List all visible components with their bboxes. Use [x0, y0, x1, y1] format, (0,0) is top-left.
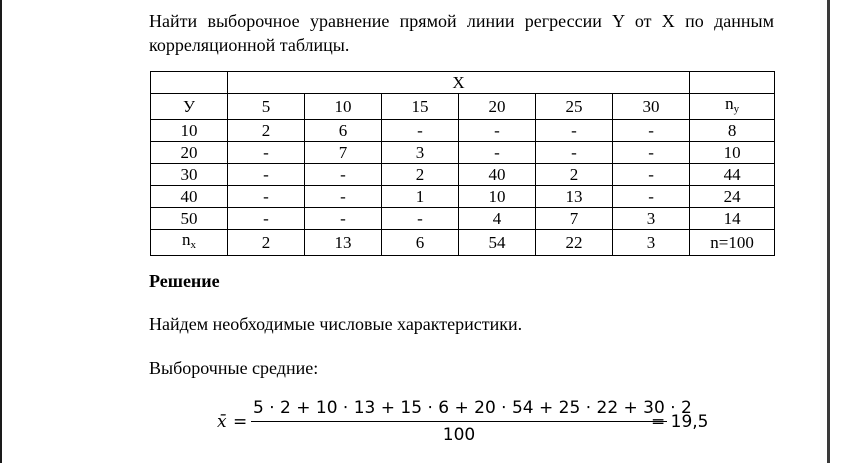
frequency-cell: -: [613, 120, 690, 142]
mean-formula: [217, 398, 737, 448]
nx-value-cell: 3: [613, 230, 690, 256]
frequency-cell: -: [536, 120, 613, 142]
formula-result: = 19,5: [651, 412, 709, 432]
frequency-cell: 40: [459, 164, 536, 186]
left-border-line: [0, 0, 2, 463]
frequency-cell: 3: [613, 208, 690, 230]
frequency-cell: -: [228, 164, 305, 186]
y-label-cell: У: [151, 94, 228, 120]
paragraph-characteristics: Найдем необходимые числовые характеристики.: [149, 314, 523, 334]
x-header-cell: X: [228, 72, 690, 94]
frequency-cell: -: [459, 120, 536, 142]
frequency-cell: 1: [382, 186, 459, 208]
frequency-cell: 2: [382, 164, 459, 186]
frequency-cell: -: [228, 186, 305, 208]
table-row: [151, 208, 775, 230]
solution-heading: Решение: [149, 271, 220, 291]
formula-denominator: 100: [442, 425, 476, 445]
x-value-cell: 20: [459, 94, 536, 120]
correlation-table: [150, 71, 775, 256]
ny-label-cell: [690, 94, 775, 120]
frequency-cell: 13: [536, 186, 613, 208]
formula-lhs: x̄: [217, 412, 227, 432]
y-value-cell: 20: [151, 142, 228, 164]
ny-subscript: y: [733, 103, 740, 115]
frequency-cell: -: [228, 142, 305, 164]
frequency-cell: -: [305, 164, 382, 186]
table-row: [151, 142, 775, 164]
frequency-cell: 2: [536, 164, 613, 186]
nx-value-cell: 13: [305, 230, 382, 256]
frequency-cell: -: [459, 142, 536, 164]
frequency-cell: 2: [228, 120, 305, 142]
frequency-cell: -: [305, 186, 382, 208]
frequency-cell: -: [305, 208, 382, 230]
y-value-cell: 50: [151, 208, 228, 230]
y-value-cell: 10: [151, 120, 228, 142]
ny-cell: 10: [690, 142, 775, 164]
frequency-cell: -: [536, 142, 613, 164]
table-header-row: [151, 72, 775, 94]
ny-cell: 8: [690, 120, 775, 142]
nx-value-cell: 6: [382, 230, 459, 256]
ny-cell: 14: [690, 208, 775, 230]
frequency-cell: -: [613, 164, 690, 186]
right-border-line: [827, 0, 830, 463]
ny-cell: 24: [690, 186, 775, 208]
frequency-cell: -: [613, 186, 690, 208]
frequency-cell: -: [228, 208, 305, 230]
table-corner-cell: [151, 72, 228, 94]
table-row: [151, 164, 775, 186]
table-nx-row: [151, 230, 775, 256]
nx-subscript: x: [190, 239, 196, 251]
formula-numerator: 5 ⋅ 2 + 10 ⋅ 13 + 15 ⋅ 6 + 20 ⋅ 54 + 25 ⋅ 22 + 30 ⋅ 2: [253, 398, 692, 418]
x-value-cell: 5: [228, 94, 305, 120]
x-value-cell: 30: [613, 94, 690, 120]
table-row: [151, 186, 775, 208]
ny-label: n: [725, 94, 734, 113]
frequency-cell: 7: [305, 142, 382, 164]
fraction-bar: [251, 421, 667, 422]
total-cell: n=100: [690, 230, 775, 256]
frequency-cell: 4: [459, 208, 536, 230]
x-value-cell: 10: [305, 94, 382, 120]
table-corner-cell: [690, 72, 775, 94]
table-x-values-row: [151, 94, 775, 120]
nx-label-cell: [151, 230, 228, 256]
task-statement: Найти выборочное уравнение прямой линии регрессии Y от X по данным корреляционной таблицы.: [149, 11, 774, 55]
frequency-cell: -: [382, 120, 459, 142]
y-value-cell: 40: [151, 186, 228, 208]
paragraph-sample-means: Выборочные средние:: [149, 358, 319, 378]
frequency-cell: 7: [536, 208, 613, 230]
frequency-cell: -: [613, 142, 690, 164]
table-row: [151, 120, 775, 142]
x-value-cell: 25: [536, 94, 613, 120]
nx-value-cell: 54: [459, 230, 536, 256]
ny-cell: 44: [690, 164, 775, 186]
nx-value-cell: 22: [536, 230, 613, 256]
formula-equals: =: [233, 412, 248, 432]
frequency-cell: 3: [382, 142, 459, 164]
y-value-cell: 30: [151, 164, 228, 186]
x-value-cell: 15: [382, 94, 459, 120]
nx-label: n: [182, 230, 191, 249]
frequency-cell: 6: [305, 120, 382, 142]
frequency-cell: -: [382, 208, 459, 230]
frequency-cell: 10: [459, 186, 536, 208]
nx-value-cell: 2: [228, 230, 305, 256]
